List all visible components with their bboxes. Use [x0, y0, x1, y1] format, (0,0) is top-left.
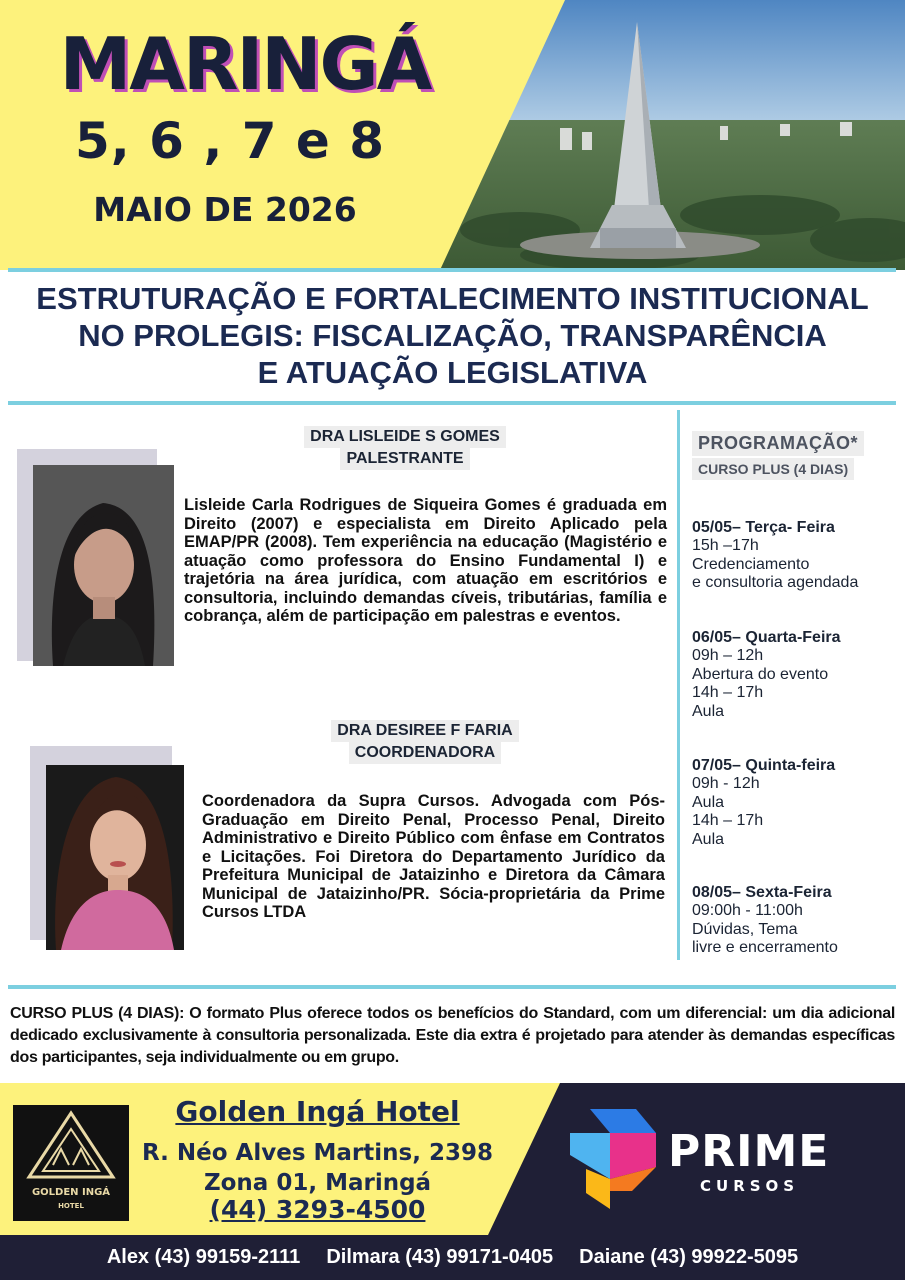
schedule-line: 14h – 17h [692, 684, 764, 702]
venue-phone: (44) 3293-4500 [209, 1195, 426, 1224]
event-month: MAIO DE 2026 [93, 190, 357, 229]
prime-logo-icon [570, 1109, 656, 1209]
speaker-2-role: COORDENADORA [349, 742, 501, 764]
schedule-line: Aula [692, 702, 725, 720]
schedule-date: 06/05– Quarta-Feira [692, 629, 841, 646]
schedule-day [692, 519, 897, 593]
schedule-title: PROGRAMAÇÃO* [692, 431, 864, 456]
brand-name: PRIME [668, 1126, 830, 1177]
schedule-line: Aula [692, 830, 725, 848]
divider-top [8, 268, 896, 272]
schedule-line: 09:00h - 11:00h [692, 902, 803, 920]
divider-mid [8, 401, 896, 405]
contacts-bar [0, 1235, 905, 1280]
speaker-2-portrait [46, 765, 184, 950]
speaker-1-bio: Lisleide Carla Rodrigues de Siqueira Gomes é graduada em Direito (2007) e especialista em Direito Aplicado pela EMAP/PR (2008). Tem experiência na educação (Magistério e atuação como professora do Ensino Fundamental I) e trajetória na área jurídica, com atuação em escritórios e consultoria, incluindo demandas cíveis, tributárias, família e cobrança, além de participação em palestras e eventos. [184, 496, 667, 625]
brand-sub: CURSOS [700, 1177, 800, 1195]
divider-bottom [8, 985, 896, 989]
schedule-heading [692, 431, 887, 480]
hotel-logo-text: GOLDEN INGÁ [31, 1187, 111, 1198]
schedule-line: livre e encerramento [692, 939, 838, 957]
event-title-line: NO PROLEGIS: FISCALIZAÇÃO, TRANSPARÊNCIA [78, 318, 827, 353]
speaker-1-heading [260, 426, 550, 470]
schedule-line: Abertura do evento [692, 665, 829, 683]
column-divider [677, 410, 680, 960]
hotel-emblem-icon [13, 1105, 129, 1185]
schedule-line: 15h –17h [692, 537, 759, 555]
contact-item: Daiane (43) 99922-5095 [579, 1246, 799, 1268]
city-title: MARINGÁ [59, 22, 431, 106]
schedule-day [692, 629, 897, 721]
schedule-date: 07/05– Quinta-feira [692, 757, 836, 774]
venue-address [140, 1138, 495, 1198]
speaker-1-role: PALESTRANTE [340, 448, 469, 470]
schedule-line: Dúvidas, Tema [692, 920, 798, 938]
event-title [0, 280, 905, 391]
schedule-line: 09h – 12h [692, 647, 764, 665]
event-days: 5, 6 , 7 e 8 [74, 112, 386, 170]
schedule-line: 09h - 12h [692, 775, 760, 793]
event-title-line: E ATUAÇÃO LEGISLATIVA [257, 355, 648, 390]
schedule-line: 14h – 17h [692, 812, 764, 830]
footer-banner [0, 1083, 905, 1235]
schedule-line: Credenciamento [692, 555, 810, 573]
schedule-line: e consultoria agendada [692, 574, 859, 592]
hotel-logo [13, 1105, 129, 1221]
header-banner [0, 0, 905, 270]
schedule-subtitle: CURSO PLUS (4 DIAS) [692, 458, 854, 480]
speaker-2-name: DRA DESIREE F FARIA [331, 720, 518, 742]
venue-name: Golden Ingá Hotel [175, 1095, 460, 1128]
contact-item: Dilmara (43) 99171-0405 [326, 1246, 554, 1268]
speaker-2-bio: Coordenadora da Supra Cursos. Advogada com Pós-Graduação em Direito Penal, Processo Penal, Direito Administrativo e Direito Público com ênfase em Contratos e Licitações. Foi Diretora do Departamento Jurídico da Prefeitura Municipal de Jataizinho e Diretora da Câmara Municipal de Jataizinho/PR. Sócia-proprietária da Prime Cursos LTDA [202, 792, 665, 921]
plus-course-note: CURSO PLUS (4 DIAS): O formato Plus oferece todos os benefícios do Standard, com um diferencial: um dia adicional dedicado exclusivamente à consultoria personalizada. Este dia extra é projetado para atender às demandas específicas dos participantes, seja individualmente ou em grupo. [10, 1005, 895, 1066]
venue-address-line: Zona 01, Maringá [203, 1170, 432, 1196]
speaker-2-heading [280, 720, 570, 764]
schedule-day [692, 884, 897, 958]
event-title-line: ESTRUTURAÇÃO E FORTALECIMENTO INSTITUCIONAL [36, 281, 869, 316]
schedule-date: 05/05– Terça- Feira [692, 519, 835, 536]
speaker-1-portrait [33, 465, 174, 666]
speaker-1-name: DRA LISLEIDE S GOMES [304, 426, 506, 448]
hotel-logo-sub: HOTEL [58, 1202, 84, 1210]
schedule-day [692, 757, 897, 849]
schedule-date: 08/05– Sexta-Feira [692, 884, 832, 901]
contact-item: Alex (43) 99159-2111 [106, 1246, 301, 1268]
venue-address-line: R. Néo Alves Martins, 2398 [142, 1140, 493, 1166]
schedule-line: Aula [692, 793, 725, 811]
